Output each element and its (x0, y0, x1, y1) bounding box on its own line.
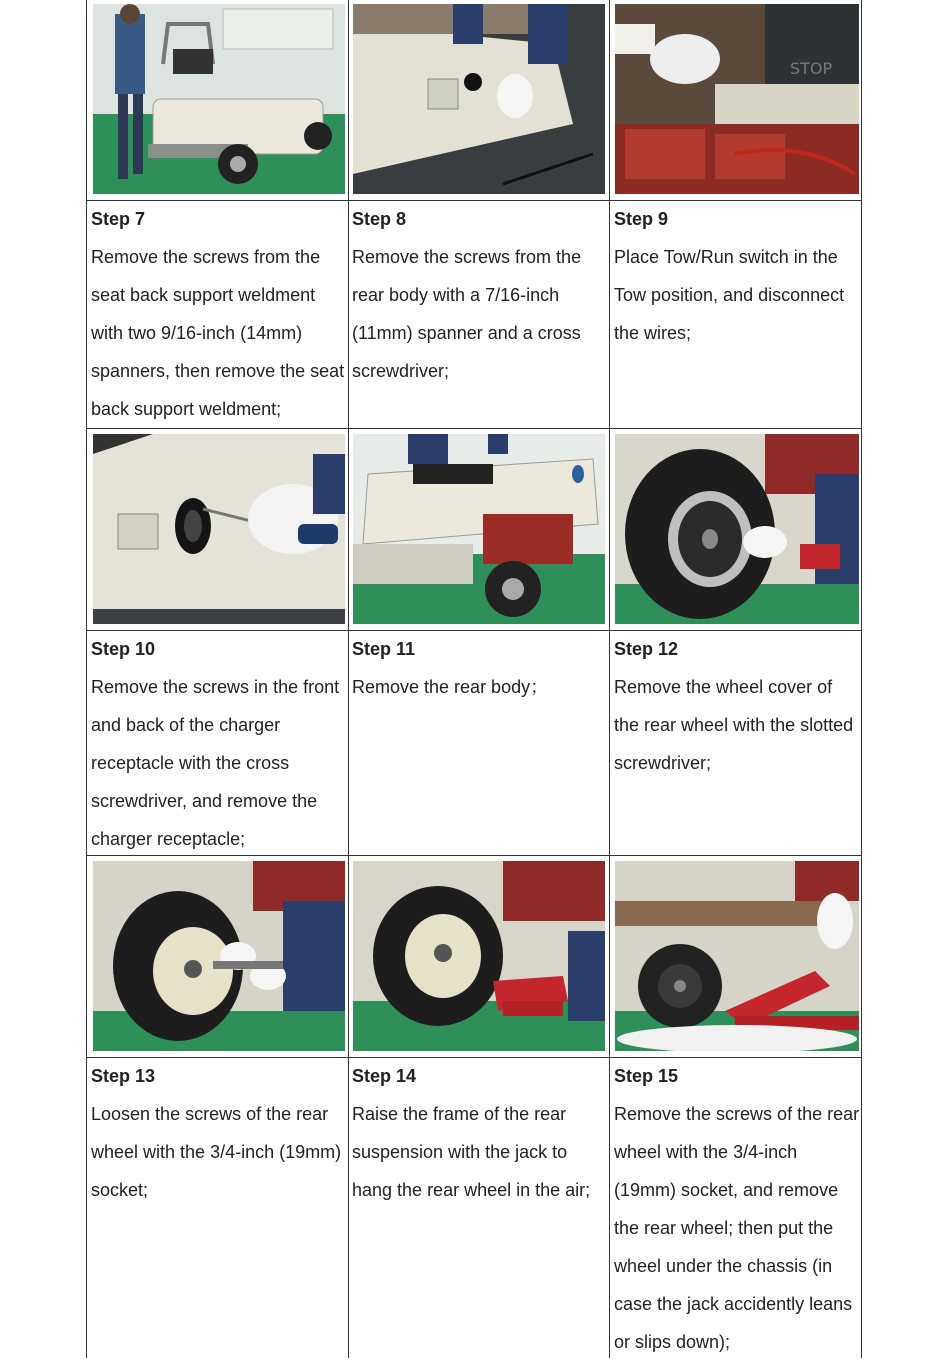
step-13-photo (93, 861, 345, 1051)
step-15-cell (614, 1057, 860, 1361)
step-12-description: Remove the wheel cover of the rear wheel with the slotted screwdriver; (614, 677, 854, 773)
step-11-description: Remove the rear body； (352, 677, 549, 697)
step-9-photo (615, 4, 859, 194)
step-11-title: Step 11 (352, 639, 416, 659)
step-7-photo (93, 4, 345, 194)
step-14-title: Step 14 (352, 1066, 417, 1086)
step-13-cell (91, 1057, 345, 1209)
row-divider (87, 428, 861, 429)
step-12-title: Step 12 (614, 639, 679, 659)
step-14-photo (353, 861, 605, 1051)
step-7-title: Step 7 (91, 209, 146, 229)
step-12-cell (614, 630, 860, 782)
column-divider (609, 0, 610, 1358)
step-10-photo (93, 434, 345, 624)
step-15-title: Step 15 (614, 1066, 679, 1086)
column-divider (348, 0, 349, 1358)
step-13-title: Step 13 (91, 1066, 156, 1086)
step-7-description: Remove the screws from the seat back support weldment with two 9/16-inch (14mm) spanners, then remove the seat back support weldment; (91, 247, 345, 419)
step-13-description: Loosen the screws of the rear wheel with the 3/4-inch (19mm) socket; (91, 1104, 342, 1200)
step-11-cell (352, 630, 606, 706)
step-10-cell (91, 630, 345, 858)
step-14-cell (352, 1057, 606, 1209)
step-7-cell (91, 200, 345, 428)
step-8-cell (352, 200, 606, 390)
step-9-description: Place Tow/Run switch in the Tow position, and disconnect the wires; (614, 247, 845, 343)
step-14-description: Raise the frame of the rear suspension with the jack to hang the rear wheel in the air; (352, 1104, 591, 1200)
step-9-cell (614, 200, 860, 352)
svg-text:STOP: STOP (790, 59, 833, 78)
step-15-photo (615, 861, 859, 1051)
step-10-description: Remove the screws in the front and back of the charger receptacle with the cross screwdriver, and remove the charger receptacle; (91, 677, 340, 849)
step-8-title: Step 8 (352, 209, 407, 229)
step-8-description: Remove the screws from the rear body with a 7/16-inch (11mm) spanner and a cross screwdriver; (352, 247, 582, 381)
step-10-title: Step 10 (91, 639, 156, 659)
step-8-photo (353, 4, 605, 194)
step-15-description: Remove the screws of the rear wheel with the 3/4-inch (19mm) socket, and remove the rear wheel; then put the wheel under the chassis (in case the jack accidently leans or slips down); (614, 1104, 860, 1352)
step-11-photo (353, 434, 605, 624)
step-9-title: Step 9 (614, 209, 669, 229)
steps-table (86, 0, 862, 1358)
step-12-photo (615, 434, 859, 624)
